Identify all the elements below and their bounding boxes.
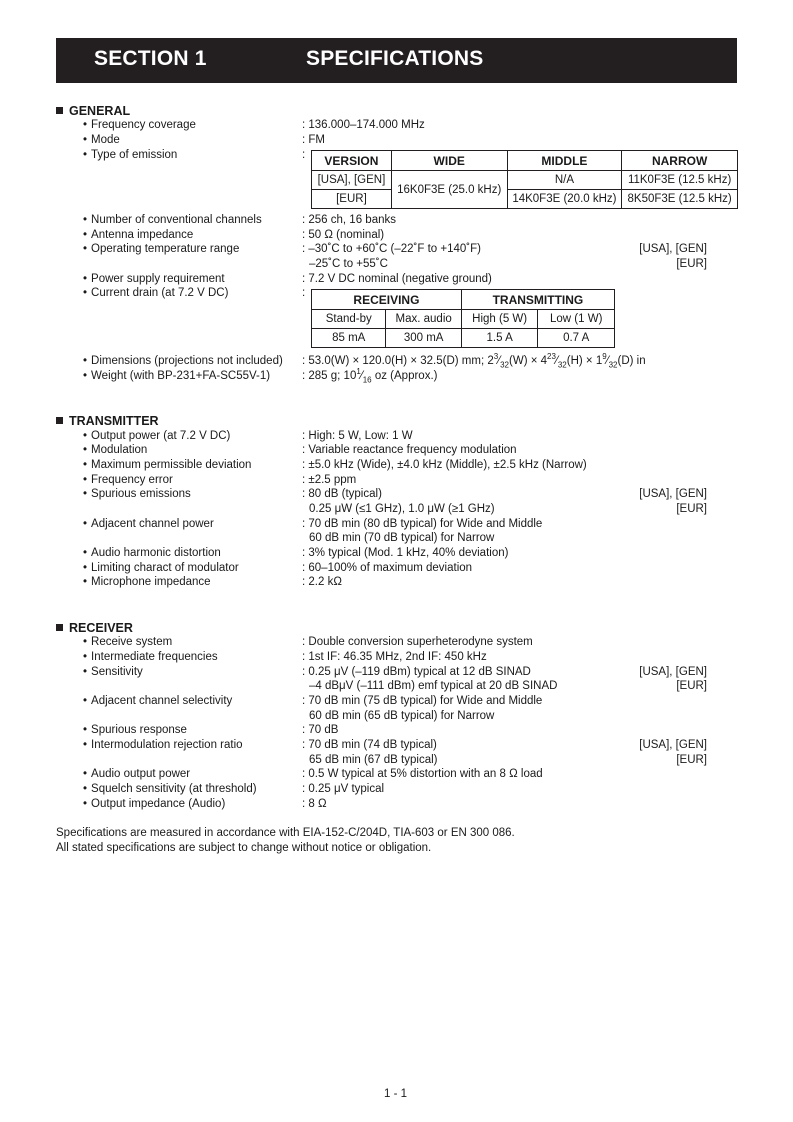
adjacent-power-label: • Adjacent channel power (83, 517, 214, 532)
limiting-value: : 60–100% of maximum deviation (302, 562, 473, 574)
temp-label: • Operating temperature range (83, 242, 239, 257)
square-bullet-icon (56, 417, 63, 424)
mode-label: • Mode (83, 133, 120, 148)
high-power-header: High (5 W) (461, 310, 538, 329)
weight-label: • Weight (with BP-231+FA-SC55V-1) (83, 369, 270, 384)
col-version: VERSION (312, 151, 392, 171)
output-impedance-label: • Output impedance (Audio) (83, 797, 225, 812)
max-audio-value: 300 mA (386, 329, 461, 348)
deviation-value: : ±5.0 kHz (Wide), ±4.0 kHz (Middle), ±2.5 kHz (Narrow) (302, 459, 587, 471)
intermod-value-2: 65 dB min (67 dB typical) (309, 754, 438, 766)
intermod-region-1: [USA], [GEN] (639, 739, 707, 751)
spurious-emissions-value-2: 0.25 μW (≤1 GHz), 1.0 μW (≥1 GHz) (309, 503, 495, 515)
temp-value-2: –25˚C to +55˚C (309, 258, 388, 270)
temp-region-2: [EUR] (676, 258, 707, 270)
dimensions-label: • Dimensions (projections not included) (83, 354, 283, 369)
high-power-value: 1.5 A (461, 329, 538, 348)
col-middle: MIDDLE (507, 151, 622, 171)
adjacent-selectivity-value-2: 60 dB min (65 dB typical) for Narrow (309, 710, 495, 722)
microphone-impedance-label: • Microphone impedance (83, 575, 211, 590)
receive-system-label: • Receive system (83, 635, 172, 650)
intermod-value-1: : 70 dB min (74 dB typical) (302, 739, 437, 751)
limiting-label: • Limiting charact of modulator (83, 561, 239, 576)
channels-value: : 256 ch, 16 banks (302, 214, 396, 226)
narrow-usa: 11K0F3E (12.5 kHz) (622, 171, 738, 190)
deviation-label: • Maximum permissible deviation (83, 458, 251, 473)
adjacent-power-value-1: : 70 dB min (80 dB typical) for Wide and Middle (302, 518, 543, 530)
row-usa-version: [USA], [GEN] (312, 171, 392, 190)
power-label: • Power supply requirement (83, 272, 225, 287)
middle-usa: N/A (507, 171, 622, 190)
power-value: : 7.2 V DC nominal (negative ground) (302, 273, 492, 285)
section-number: SECTION 1 (94, 47, 207, 70)
row-eur-version: [EUR] (312, 190, 392, 209)
drain-colon: : (302, 287, 306, 299)
spurious-emissions-region-1: [USA], [GEN] (639, 488, 707, 500)
page-number: 1 - 1 (384, 1088, 408, 1100)
transmitting-header: TRANSMITTING (461, 290, 614, 310)
emission-label: • Type of emission (83, 148, 177, 163)
audio-output-label: • Audio output power (83, 767, 190, 782)
modulation-label: • Modulation (83, 443, 147, 458)
narrow-eur: 8K50F3E (12.5 kHz) (622, 190, 738, 209)
max-audio-header: Max. audio (386, 310, 461, 329)
spurious-response-value: : 70 dB (302, 724, 339, 736)
square-bullet-icon (56, 107, 63, 114)
standby-header: Stand-by (312, 310, 386, 329)
adjacent-power-value-2: 60 dB min (70 dB typical) for Narrow (309, 532, 495, 544)
adjacent-selectivity-label: • Adjacent channel selectivity (83, 694, 232, 709)
modulation-value: : Variable reactance frequency modulation (302, 444, 517, 456)
adjacent-selectivity-value-1: : 70 dB min (75 dB typical) for Wide and Middle (302, 695, 543, 707)
sensitivity-value-2: –4 dBμV (–111 dBm) emf typical at 20 dB SINAD (309, 680, 558, 692)
standby-value: 85 mA (312, 329, 386, 348)
output-impedance-value: : 8 Ω (302, 798, 327, 810)
section-title: SPECIFICATIONS (306, 47, 484, 70)
channels-label: • Number of conventional channels (83, 213, 262, 228)
wide-value: 16K0F3E (25.0 kHz) (391, 171, 507, 209)
middle-eur: 14K0F3E (20.0 kHz) (507, 190, 622, 209)
audio-output-value: : 0.5 W typical at 5% distortion with an 8 Ω load (302, 768, 543, 780)
harmonic-distortion-label: • Audio harmonic distortion (83, 546, 221, 561)
spurious-emissions-label: • Spurious emissions (83, 487, 191, 502)
output-power-value: : High: 5 W, Low: 1 W (302, 430, 413, 442)
freq-label: • Frequency coverage (83, 118, 196, 133)
frequency-error-label: • Frequency error (83, 473, 173, 488)
col-narrow: NARROW (622, 151, 738, 171)
receiver-heading: RECEIVER (56, 621, 133, 635)
drain-label: • Current drain (at 7.2 V DC) (83, 286, 228, 301)
weight-value: : 285 g; $10^1⁄_{16}$ oz (Approx.) (302, 367, 438, 385)
microphone-impedance-value: : 2.2 kΩ (302, 576, 342, 588)
temp-value-1: : –30˚C to +60˚C (–22˚F to +140˚F) (302, 243, 481, 255)
temp-region-1: [USA], [GEN] (639, 243, 707, 255)
measurement-note: Specifications are measured in accordance with EIA-152-C/204D, TIA-603 or EN 300 086. (56, 827, 515, 839)
output-power-label: • Output power (at 7.2 V DC) (83, 429, 230, 444)
col-wide: WIDE (391, 151, 507, 171)
intermediate-freq-label: • Intermediate frequencies (83, 650, 218, 665)
general-heading: GENERAL (56, 104, 130, 118)
sensitivity-region-2: [EUR] (676, 680, 707, 692)
antenna-value: : 50 Ω (nominal) (302, 229, 385, 241)
low-power-header: Low (1 W) (538, 310, 615, 329)
freq-value: : 136.000–174.000 MHz (302, 119, 425, 131)
antenna-label: • Antenna impedance (83, 228, 193, 243)
square-bullet-icon (56, 624, 63, 631)
current-drain-table (311, 289, 615, 348)
dimensions-value: : 53.0(W) × 120.0(H) × 32.5(D) mm; $2^3⁄_{32}(W)$ × $4^{23}⁄_{32}(H)$ × $1^9⁄_{32}(D)$ in (302, 352, 646, 370)
transmitter-heading: TRANSMITTER (56, 414, 159, 428)
intermod-label: • Intermodulation rejection ratio (83, 738, 243, 753)
low-power-value: 0.7 A (538, 329, 615, 348)
squelch-label: • Squelch sensitivity (at threshold) (83, 782, 257, 797)
emission-colon: : (302, 149, 306, 161)
squelch-value: : 0.25 μV typical (302, 783, 385, 795)
section-banner (56, 38, 737, 83)
sensitivity-value-1: : 0.25 μV (–119 dBm) typical at 12 dB SINAD (302, 666, 531, 678)
receiving-header: RECEIVING (312, 290, 462, 310)
mode-value: : FM (302, 134, 325, 146)
sensitivity-label: • Sensitivity (83, 665, 143, 680)
spurious-emissions-value-1: : 80 dB (typical) (302, 488, 382, 500)
intermod-region-2: [EUR] (676, 754, 707, 766)
emission-table (311, 150, 738, 209)
harmonic-distortion-value: : 3% typical (Mod. 1 kHz, 40% deviation) (302, 547, 509, 559)
change-note: All stated specifications are subject to change without notice or obligation. (56, 842, 432, 854)
receive-system-value: : Double conversion superheterodyne system (302, 636, 533, 648)
spurious-emissions-region-2: [EUR] (676, 503, 707, 515)
frequency-error-value: : ±2.5 ppm (302, 474, 357, 486)
intermediate-freq-value: : 1st IF: 46.35 MHz, 2nd IF: 450 kHz (302, 651, 487, 663)
sensitivity-region-1: [USA], [GEN] (639, 666, 707, 678)
spurious-response-label: • Spurious response (83, 723, 187, 738)
